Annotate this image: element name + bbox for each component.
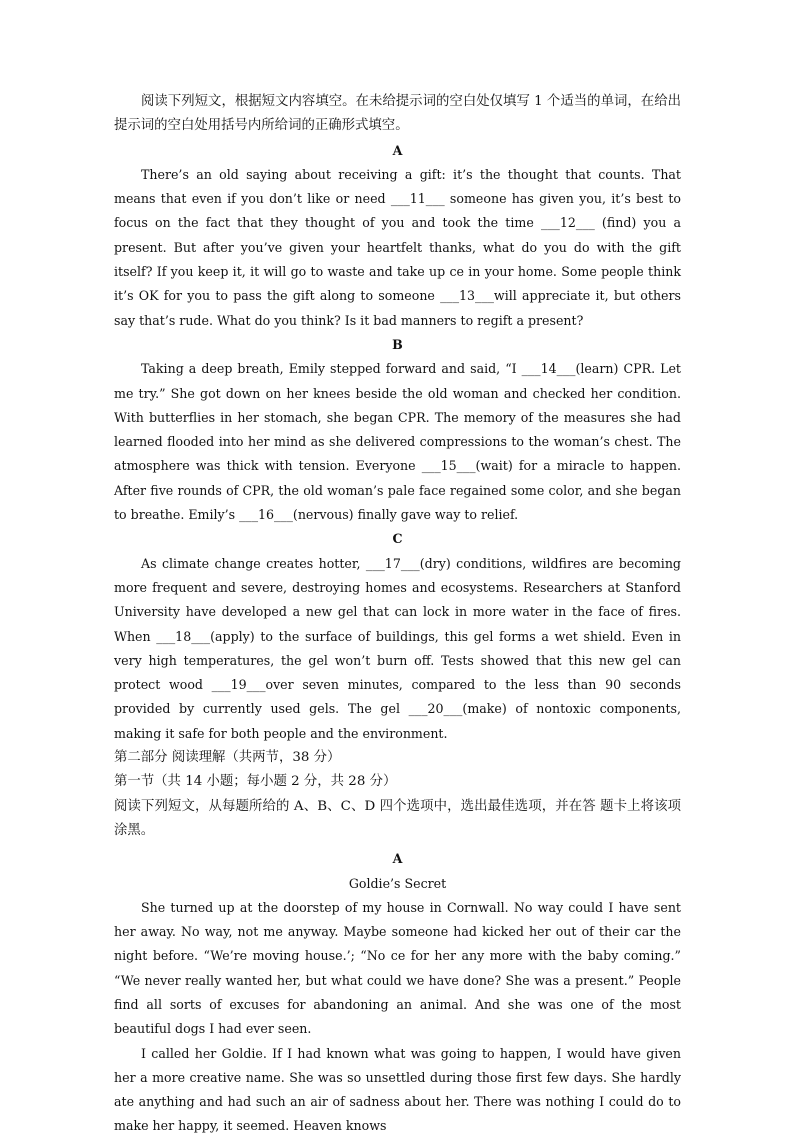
- passage-a-text: There’s an old saying about receiving a gift: it’s the thought that counts. That means that even if you don’t like or need ___11___ someone has given you, it’s best to focus on the fact that they thought of you and took the time ___12___ (find) you a present. But after you’ve given your heartfelt thanks, what do you do with the gift itself? If you keep it, it will go to waste and take up ce in your home. Some people think it’s OK for you to pass the gift along to someone ___13___will appreciate it, but others say that’s rude. What do you think? Is it bad manners to regift a present?: [114, 166, 681, 328]
- cloze-instructions: 阅读下列短文，根据短文内容填空。在未给提示词的空白处仅填写 1 个适当的单词，在给出提示词的空白处用括号内所给词的正确形式填空。: [114, 94, 681, 134]
- passage-c-heading: C: [392, 531, 403, 547]
- reading-a-paragraph-2: I called her Goldie. If I had known what was going to happen, I would have given her a more creative name. She was so unsettled during those first few days. She hardly ate anything and had such an air of sadness about her. There was nothing I could do to make her happy, it seemed. Heaven knows: [114, 1045, 681, 1134]
- reading-instructions: 阅读下列短文，从每题所给的 A、B、C、D 四个选项中，选出最佳选项，并在答 题卡上将该项涂黑。: [114, 798, 681, 838]
- part-two-heading: 第二部分 阅读理解（共两节，38 分）: [114, 750, 341, 766]
- passage-a-heading: A: [392, 142, 403, 158]
- exam-page: [114, 90, 681, 1139]
- reading-a-heading: A: [392, 851, 403, 867]
- passage-c-text: As climate change creates hotter, ___17___(dry) conditions, wildfires are becoming more frequent and severe, destroying homes and ecosystems. Researchers at Stanford University have developed a new gel that can lock in more water in the face of fires. When ___18___(apply) to the surface of buildings, this gel forms a wet shield. Even in very high temperatures, the gel won’t burn off. Tests showed that this new gel can protect wood ___19___over seven minutes, compared to the less than 90 seconds provided by currently used gels. The gel ___20___(make) of nontoxic components, making it safe for both people and the environment.: [114, 555, 681, 741]
- reading-a-paragraph-1: She turned up at the doorstep of my house in Cornwall. No way could I have sent her away. No way, not me anyway. Maybe someone had kicked her out of their car the night before. “We’re moving house.’; “No ce for her any more with the baby coming.” “We never really wanted her, but what could we have done? She was a present.” People find all sorts of excuses for abandoning an animal. And she was one of the most beautiful dogs I had ever seen.: [114, 899, 681, 1037]
- reading-a-title: Goldie’s Secret: [348, 875, 447, 891]
- passage-b-text: Taking a deep breath, Emily stepped forward and said, “I ___14___(learn) CPR. Let me try.” She got down on her knees beside the old woman and checked her condition. With butterflies in her stomach, she began CPR. The memory of the measures she had learned flooded into her mind as she delivered compressions to the woman’s chest. The atmosphere was thick with tension. Everyone ___15___(wait) for a miracle to happen. After five rounds of CPR, the old woman’s pale face regained some color, and she began to breathe. Emily’s ___16___(nervous) finally gave way to relief.: [114, 361, 681, 523]
- passage-b-heading: B: [392, 336, 403, 352]
- section-one-heading: 第一节（共 14 小题；每小题 2 分，共 28 分）: [114, 774, 397, 790]
